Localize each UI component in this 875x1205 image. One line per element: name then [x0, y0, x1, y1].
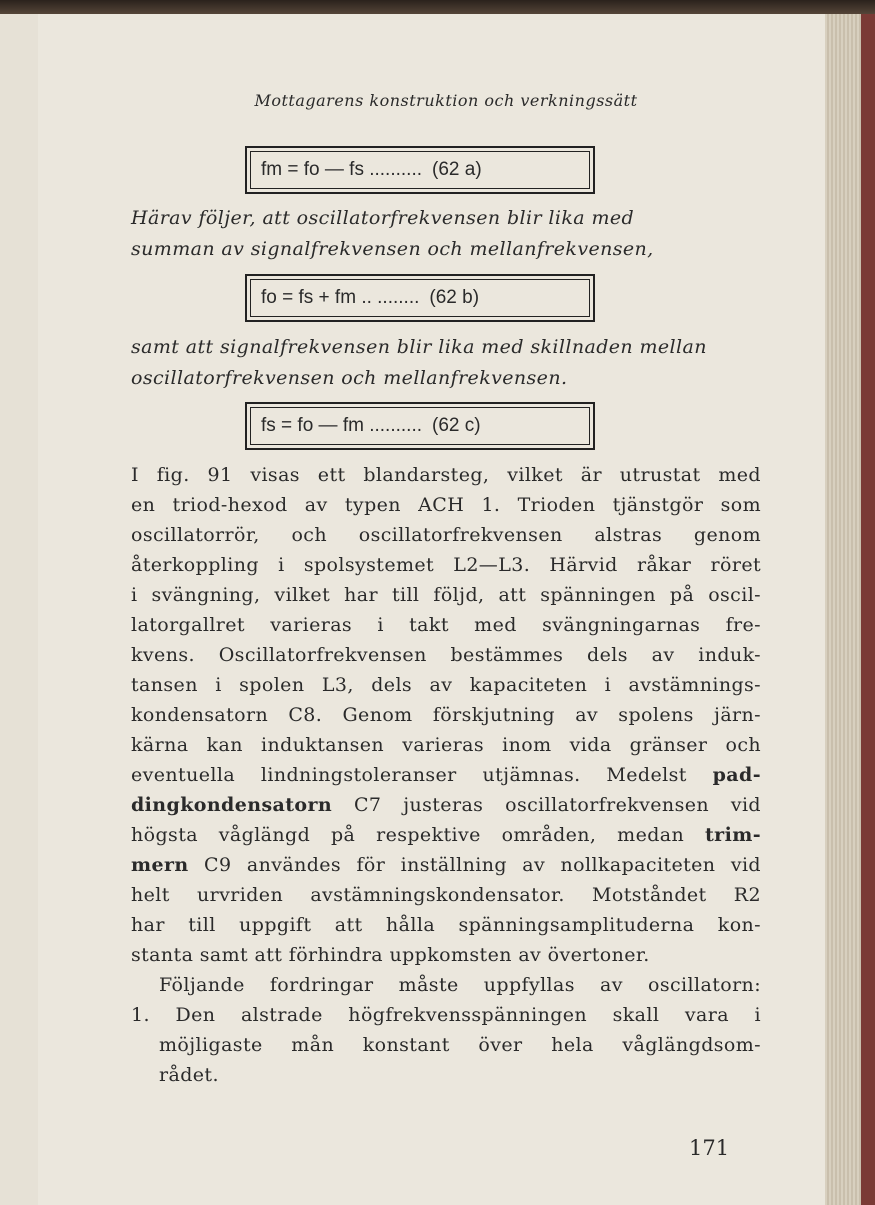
body-line: i svängning, vilket har till följd, att spänningen på oscil-: [131, 584, 761, 606]
equation-expression: fs = fo — fm ..........: [261, 415, 423, 436]
body-line: I fig. 91 visas ett blandarsteg, vilket är utrustat med: [131, 464, 761, 486]
body-line: stanta samt att förhindra uppkomsten av övertoner.: [131, 944, 650, 966]
italic-line: Härav följer, att oscillatorfrekvensen blir lika med: [131, 207, 635, 229]
bold-term: trim-: [704, 824, 761, 846]
body-line: kärna kan induktansen varieras inom vida gränser och: [131, 734, 761, 756]
body-line-mixed: [131, 821, 761, 849]
list-item-continuation: möjligaste mån konstant över hela våglängdsom-: [159, 1034, 761, 1056]
equation-label: (62 c): [432, 415, 481, 436]
left-page-edge: [0, 14, 39, 1205]
bold-term: dingkondensatorn: [131, 794, 333, 816]
body-text: eventuella lindningstoleranser utjämnas. Medelst: [131, 764, 687, 786]
equation-label: (62 a): [432, 159, 482, 180]
italic-line: oscillatorfrekvensen och mellanfrekvensen.: [131, 367, 568, 389]
body-line-mixed: [131, 791, 761, 819]
body-text: C7 justeras oscillatorfrekvensen vid: [353, 794, 761, 816]
book-page: [38, 14, 825, 1205]
running-header: Mottagarens konstruktion och verkningssätt: [254, 91, 638, 110]
page-number: 171: [689, 1136, 730, 1160]
body-line: har till uppgift att hålla spänningsamplituderna kon-: [131, 914, 761, 936]
book-cover-edge: [861, 14, 875, 1205]
equation-expression: fm = fo — fs ..........: [261, 159, 423, 180]
equation-62c: [245, 402, 595, 450]
italic-line: samt att signalfrekvensen blir lika med skillnaden mellan: [131, 336, 707, 358]
body-line: kondensatorn C8. Genom förskjutning av spolens järn-: [131, 704, 761, 726]
body-text: C9 användes för inställning av nollkapaciteten vid: [204, 854, 761, 876]
body-line: oscillatorrör, och oscillatorfrekvensen alstras genom: [131, 524, 761, 546]
body-line: en triod-hexod av typen ACH 1. Trioden tjänstgör som: [131, 494, 761, 516]
bold-term: mern: [131, 854, 189, 876]
italic-line: summan av signalfrekvensen och mellanfrekvensen,: [131, 238, 654, 260]
body-line: tansen i spolen L3, dels av kapaciteten i avstämnings-: [131, 674, 761, 696]
equation-expression: fo = fs + fm .. ........: [261, 287, 420, 308]
body-line-mixed: [131, 761, 761, 789]
list-item-continuation: rådet.: [159, 1064, 219, 1086]
equation-label: (62 b): [429, 287, 480, 308]
bold-term: pad-: [712, 764, 761, 786]
body-text: högsta våglängd på respektive områden, medan: [131, 824, 685, 846]
body-line: helt urvriden avstämningskondensator. Motståndet R2: [131, 884, 761, 906]
equation-62b: [245, 274, 595, 322]
equation-62a: [245, 146, 595, 194]
body-line: latorgallret varieras i takt med svängningarnas fre-: [131, 614, 761, 636]
body-line: Följande fordringar måste uppfyllas av oscillatorn:: [159, 974, 761, 996]
body-line: kvens. Oscillatorfrekvensen bestämmes dels av induk-: [131, 644, 761, 666]
body-line-mixed: [131, 851, 761, 879]
list-item: 1. Den alstrade högfrekvensspänningen skall vara i: [131, 1004, 761, 1026]
body-line: återkoppling i spolsystemet L2—L3. Härvid råkar röret: [131, 554, 761, 576]
